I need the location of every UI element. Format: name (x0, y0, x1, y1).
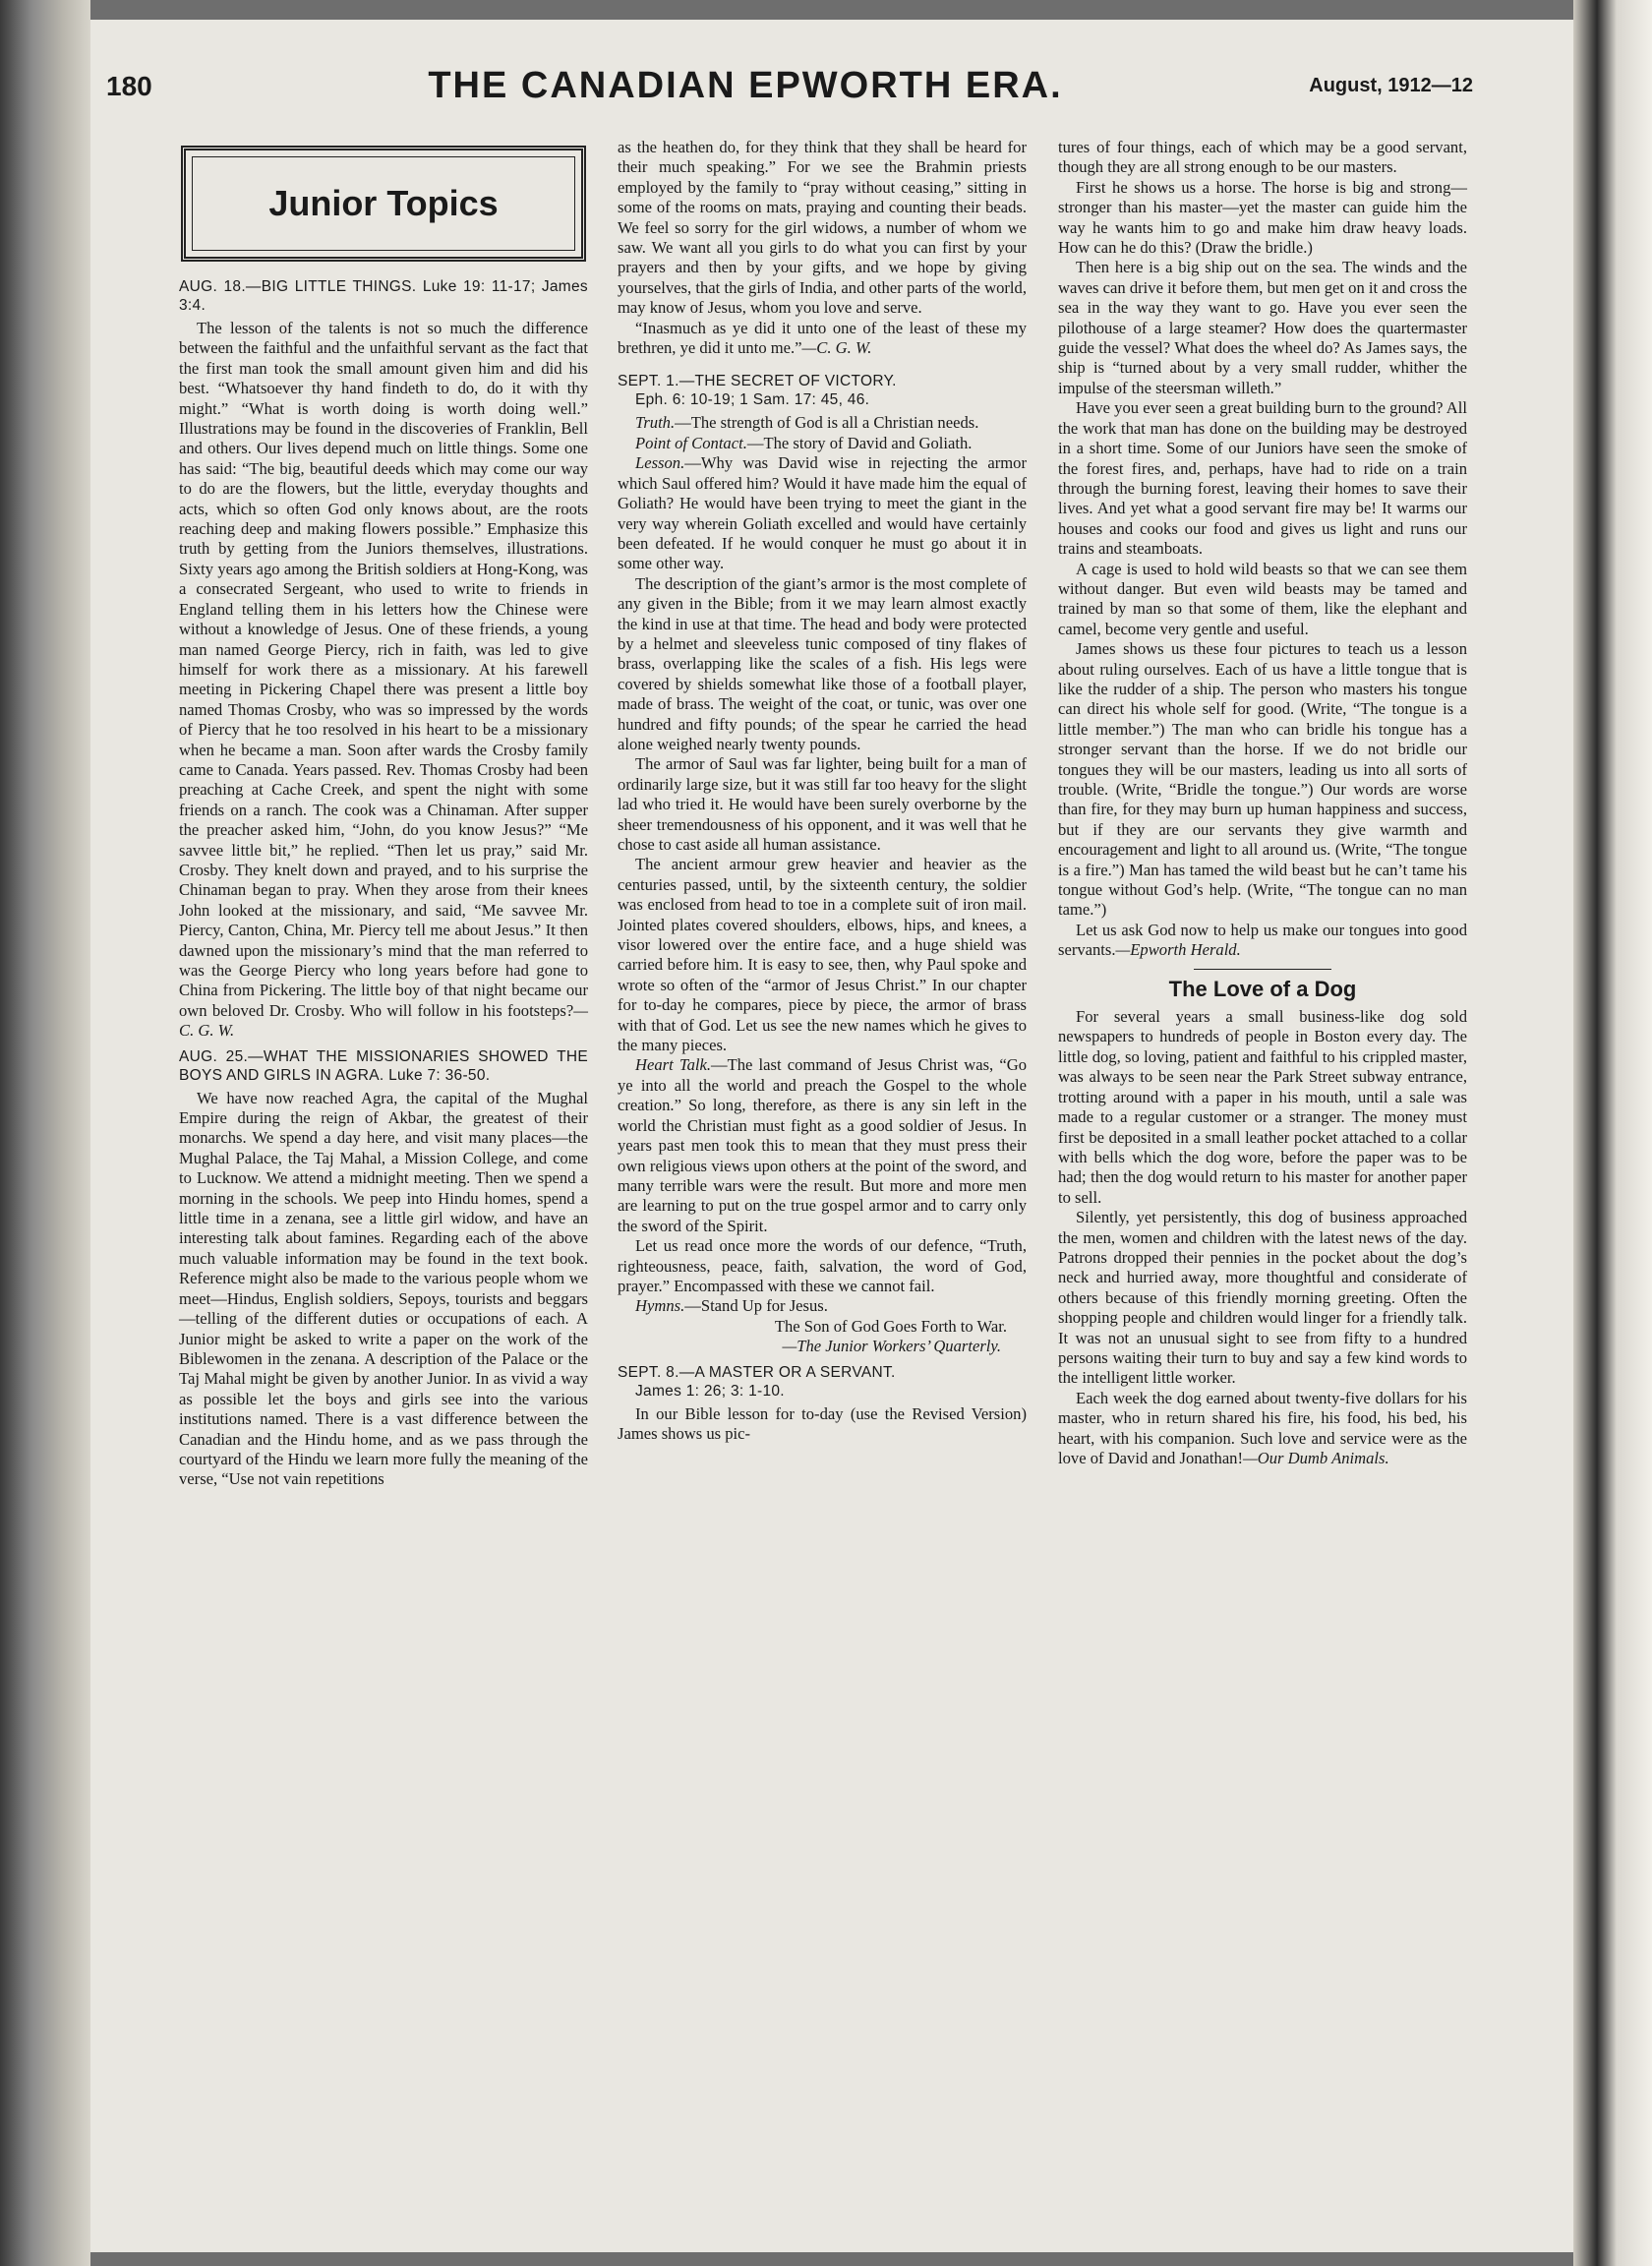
contact-label: Point of Contact. (635, 433, 747, 452)
next-page-edge (1573, 0, 1652, 2266)
topic-ref: James 1: 26; 3: 1-10. (635, 1382, 785, 1400)
article-paragraph: For several years a small business-like dog sold newspapers to hundreds of people in Boston every day. The little dog, so loving, patient and faithful to his crippled master, was always to be seen near the Park Street subway entrance, trotting around with a paper in his mouth, until a sale was made to a regular customer or a stranger. The money must first be deposited in a small leather pocket attached to a collar with bells which the dog wore, before the paper was to be had; then the dog would return to his master for another paper to sell. (1058, 1007, 1467, 1207)
truth-label: Truth. (635, 413, 676, 433)
hymn-line: The Son of God Goes Forth to War. (774, 1316, 1007, 1336)
section-divider (1194, 969, 1331, 970)
article-paragraph: The ancient armour grew heavier and heavier as the centuries passed, until, by the sixteenth century, the soldier was enclosed from head to toe in a complete suit of iron mail. Jointed plates covered shoulders, elbows, hips, and knees, a visor lowered over the entire face, and a huge shield was carried before him. It is easy to see, then, why Paul spoke and wrote so often of the “armor of Jesus Christ.” In our chapter for to-day he compares, piece by piece, the armor of brass with that of God. Let us see the new names which he gives to the many pieces. (618, 855, 1027, 1055)
junior-topics-title: Junior Topics (268, 182, 499, 223)
topic-title: SEPT. 8.—A MASTER OR A SERVANT. (618, 1363, 896, 1381)
article-paragraph: Let us ask God now to help us make our tongues into good servants.—Epworth Herald. (1058, 920, 1467, 960)
article-paragraph: Have you ever seen a great building burn to the ground? All the work that man has done on the building may be destroyed in a short time. Some of our Juniors have seen the smoke of the forest fires, and, perhaps, have had to ride on a train through the burning forest, leaving their homes to save their lives. And yet what a good servant fire may be! It warms our houses and cooks our food and gives us light and runs our trains and steamboats. (1058, 398, 1467, 559)
topic-ref: Luke 19: 11-17; James 3:4. (179, 278, 588, 314)
article-paragraph: In our Bible lesson for to-day (use the Revised Version) James shows us pic- (618, 1403, 1027, 1443)
column-2 (618, 138, 1027, 1444)
signature: —C. G. W. (801, 338, 872, 358)
topic-heading (618, 372, 1027, 409)
lesson-label: Lesson. (635, 453, 685, 473)
junior-topics-box (181, 146, 586, 262)
article-paragraph: tures of four things, each of which may be a good servant, though they are all strong enough to be our masters. (1058, 138, 1467, 177)
heart-talk-label: Heart Talk. (635, 1055, 711, 1075)
article-paragraph: We have now reached Agra, the capital of the Mughal Empire during the reign of Akbar, the greatest of their monarchs. We spend a day here, and visit many places—the Mughal Palace, the Taj Mahal, a Mission College, and come to Lucknow. We attend a midnight meeting. Then we spend a morning in the schools. We peep into Hindu homes, spend a little time in a zenana, see a little girl widow, and have an interesting talk about famines. Regarding each of the above much valuable information may be found in the text book. Reference might also be made to the various people whom we meet—Hindus, English soldiers, Sepoys, tourists and beggars—telling of the different duties or occupations of each. A Junior might be asked to write a paper on the work of the Biblewomen in the zenana. A description of the Palace or the Taj Mahal might be given by another Junior. In as vivid a way as possible let the boys and girls see into the various institutions named. There is a vast difference between the Canadian and the Hindu home, and as we pass through the courtyard of the Hindu we learn more fully the meaning of the verse, “Use not vain repetitions (179, 1088, 588, 1489)
column-3 (1058, 138, 1467, 1468)
topic-heading (618, 1363, 1027, 1401)
topic-ref: Luke 7: 36-50. (388, 1066, 491, 1084)
article-paragraph: James shows us these four pictures to teach us a lesson about ruling ourselves. Each of us have a little tongue that is like the rudder of a ship. The person who masters his tongue can direct his whole self for good. (Write, “The tongue is a little member.”) The man who can bridle his tongue has a stronger servant than the horse. If we do not bridle our tongues they will be our masters, leading us into all sorts of trouble. (Write, “Bridle the tongue.”) Our words are worse than fire, for they may burn up human happiness and success, but if they are our servants they give warmth and encouragement and light to all around us. (Write, “The tongue is a fire.”) Man has tamed the wild beast but he can’t tame his tongue without God’s help. (Write, “The tongue can no man tame.”) (1058, 639, 1467, 920)
column-1 (179, 146, 588, 1490)
article-paragraph: Heart Talk.—The last command of Jesus Christ was, “Go ye into all the world and preach the Gospel to the whole creation.” So long, therefore, as there is any sin left in the world the Christian must fight as a good soldier of Jesus. In years past men took this to mean that they must press their own religious views upon others at the point of the sword, and many terrible wars were the result. But more and more men are learning to put on the true gospel armor and to carry only the sword of the Spirit. (618, 1055, 1027, 1235)
topic-heading (179, 1047, 588, 1085)
signature: —Our Dumb Animals. (1243, 1449, 1389, 1467)
article-paragraph: as the heathen do, for they think that they shall be heard for their much speaking.” For we see the Brahmin priests employed by the family to “pray without ceasing,” sitting in some of the rooms on mats, praying and counting their beads. We feel so sorry for the girl widows, a number of whom we saw. We want all you girls to do what you can first by your prayers and then by your gifts, and we hope by giving yourselves, that the girls of India, and other parts of the world, may know of Jesus, whom you love and serve. (618, 138, 1027, 318)
article-paragraph: Then here is a big ship out on the sea. The winds and the waves can drive it before them, but men get on it and cross the sea in the way they want to go. Have you ever seen the pilothouse of a large steamer? How does the quartermaster guide the vessel? What does the wheel do? As James says, the ship is “turned about by a very small rudder, whither the impulse of the steersman willeth.” (1058, 258, 1467, 397)
topic-heading (179, 277, 588, 315)
article-paragraph: Lesson.—Why was David wise in rejecting the armor which Saul offered him? Would it have made him the equal of Goliath? He would have been trying to meet the giant in the very way wherein Goliath excelled and would have certainly been defeated. If he would conquer he must go about it in some other way. (618, 453, 1027, 573)
article-paragraph: First he shows us a horse. The horse is big and strong—stronger than his master—yet the master can guide him the way he wants him to go and make him draw heavy loads. How can he do this? (Draw the bridle.) (1058, 177, 1467, 258)
page-header (106, 65, 1473, 124)
article-paragraph: The description of the giant’s armor is the most complete of any given in the Bible; from it we may learn almost exactly the kind in use at that time. The head and body were protected by a helmet and sleeveless tunic composed of tiny flakes of brass, overlapping like the scales of a fish. His legs were covered by shields somewhat like those of a football player, made of brass. The weight of the coat, or tunic, was over one hundred and fifty pounds; of the spear he carried the head alone weighed nearly twenty pounds. (618, 573, 1027, 753)
article-paragraph: A cage is used to hold wild beasts so that we can see them without danger. But even wild beasts may be tamed and trained by man so that some of them, like the elephant and camel, become very gentle and useful. (1058, 559, 1467, 638)
article-paragraph: Let us read once more the words of our defence, “Truth, righteousness, peace, faith, salvation, the word of God, prayer.” Encompassed with these we cannot fail. (618, 1236, 1027, 1295)
article-paragraph: Each week the dog earned about twenty-five dollars for his master, who in return shared his fire, his food, his bed, his heart, with his companion. Such love and service were as the love of David and Jonathan!—Our Dumb Animals. (1058, 1388, 1467, 1467)
article-paragraph: Silently, yet persistently, this dog of business approached the men, women and children with the latest news of the day. Patrons dropped their pennies in the pocket about the dog’s neck and hurried away, more thoughtful and considerate of others because of this friendly morning greeting. Often the shopping people and children would linger for a friendly talk. It was not an unusual sight to see from fifty to a hundred persons waiting their turn to buy and say a few kind words to the intelligent little worker. (1058, 1208, 1467, 1388)
article-paragraph: Truth.—The strength of God is all a Christian needs. (635, 413, 979, 433)
topic-title: SEPT. 1.—THE SECRET OF VICTORY. (618, 373, 897, 390)
article-paragraph: Point of Contact.—The story of David and Goliath. (635, 433, 973, 452)
article-paragraph: Hymns.—Stand Up for Jesus. (635, 1296, 828, 1316)
article-paragraph: “Inasmuch as ye did it unto one of the least of these my brethren, ye did it unto me.”—C. G. W. (618, 318, 1027, 358)
article-paragraph: The armor of Saul was far lighter, being built for a man of ordinarily large size, but it was still far too heavy for the slight lad who tried it. He would have been surely overborne by the sheer tremendousness of his opponent, and it was well that he chose to cast aside all human assistance. (618, 754, 1027, 854)
hymns-label: Hymns. (635, 1296, 685, 1316)
signature: —Epworth Herald. (1115, 940, 1241, 960)
source-credit: —The Junior Workers’ Quarterly. (782, 1337, 1001, 1356)
issue-date: August, 1912—12 (1309, 75, 1473, 96)
signature: —C. G. W. (179, 1000, 588, 1041)
topic-ref: Eph. 6: 10-19; 1 Sam. 17: 45, 46. (635, 391, 870, 409)
article-title: The Love of a Dog (1168, 976, 1357, 1001)
article-paragraph: The lesson of the talents is not so much the difference between the faithful and the unfaithful servant as the fact that the first man took the small amount given him and did his best. “Whatsoever thy hand findeth to do, do it with thy might.” “What is worth doing is worth doing well.” Illustrations may be found in the discoveries of Franklin, Bell and others. Our lives depend much on little things. Some one has said: “The big, beautiful deeds which may come our way to do are the flowers, but the little, everyday thoughts and acts, which so often God only knows about, are the roots reaching deep and making flowers possible.” Emphasize this truth by getting from the Juniors themselves, illustrations. Sixty years ago among the British soldiers at Hong-Kong, was a consecrated Sergeant, who used to write to friends in England telling them in his letters how the Chinese were without a knowledge of Jesus. One of these friends, a young man named George Piercy, rich in faith, was led to give himself for work there as a missionary. At his farewell meeting in Pickering Chapel there was present a little boy named Thomas Crosby, who was so impressed by the words of Piercy that he too resolved in his heart to be a missionary when he became a man. Soon after wards the Crosby family came to Canada. Years passed. Rev. Thomas Crosby had been preaching at Cache Creek, and spent the night with some friends on a ranch. The cook was a Chinaman. After supper the preacher asked him, “John, do you know Jesus?” “Me savvee little bit,” he replied. “Then let us pray,” said Mr. Crosby. They knelt down and prayed, and to his surprise the Chinaman began to pray. When they arose from their knees John looked at the missionary, and said, “Me savvee Mr. Piercy, Canton, China, Mr. Piercy tell me about Jesus.” It then dawned upon the missionary’s mind that the man referred to was the George Piercy who long years before had gone to China from Pickering. The little boy of that night became our own beloved Dr. Crosby. Who will follow in his footsteps?—C. G. W. (179, 319, 588, 1041)
topic-title: AUG. 25.—WHAT THE MISSIONARIES SHOWED THE BOYS AND GIRLS IN AGRA. (179, 1047, 588, 1084)
book-binding-shadow (0, 0, 90, 2266)
running-title: THE CANADIAN EPWORTH ERA. (428, 65, 1063, 106)
topic-title: AUG. 18.—BIG LITTLE THINGS. (179, 278, 417, 295)
page-number: 180 (106, 71, 152, 101)
